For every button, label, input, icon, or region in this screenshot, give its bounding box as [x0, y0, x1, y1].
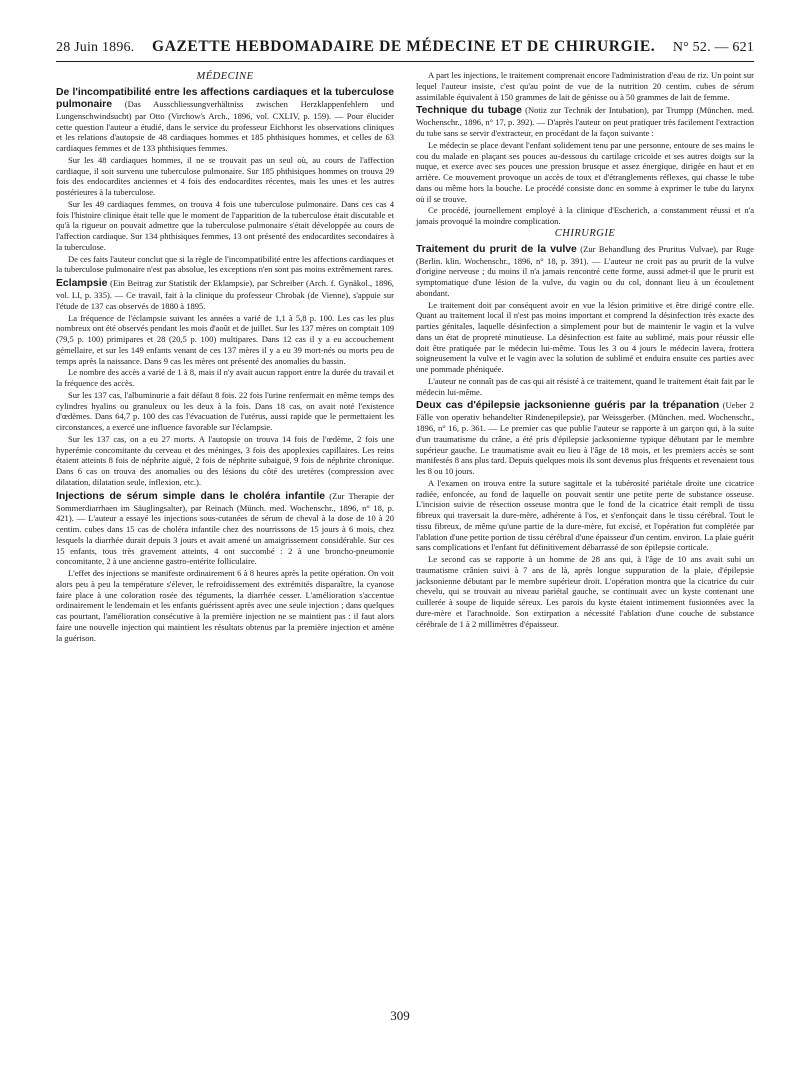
article-reference: (Ueber 2 Fälle von operativ behandelter Rindenepilepsie), par Weissgerber. (München. med. Wochenschr., 1896, n° 16, p. 361. — Le premier cas que publie l'auteur se rapporte à un garçon qui, à la suite d'un traumatisme du crâne, a été pris d'épilepsie jacksonienne typique débutant par le membre supérieur gauche. Le traumatisme avait eu lieu à l'âge de 18 mois, et les premiers accès se sont manifestés 8 ans plus tard. Depuis quelques mois ils sont devenus plus fréquents et revenaient tous les 8 ou 10 jours.: [416, 400, 755, 476]
article-title: Eclampsie: [56, 278, 108, 289]
paragraph: Le médecin se place devant l'enfant solidement tenu par une personne, entoure de ses mains le cou du malade en plaçant ses pouces au-dessous du cartilage cricoïde et ses autres doigts sur la nuque, et exerce avec ses pouces une pression brusque et assez énergique, dirigée en haut et en arrière. Ce mouvement provoque un accès de toux et d'étranglements réflexes, qui chasse le tube dans ou même hors la bouche. Le procédé consiste donc en somme à exprimer le tube du larynx où il se trouve.: [416, 139, 754, 204]
paragraph: La fréquence de l'éclampsie suivant les années a varié de 1,1 à 5,8 p. 100. Les cas les plus nombreux ont été observés pendant les mois d'août et de juillet. Sur les 137 mères on comptait 109 (79,5 p. 100) primipares et 28 (20,5 p. 100) multipares. Dans 12 cas il y a eu accouchement gémellaire, et sur les 149 enfants venant de ces 137 mères il y a eu 39 mort-nés ou morts peu de temps après la naissance. Dans 9 cas les mères ont présenté des anomalies du bassin.: [56, 312, 394, 366]
paragraph: Sur les 48 cardiaques hommes, il ne se trouvait pas un seul où, au cours de l'affection cardiaque, il soit survenu une tuberculose pulmonaire. Sur 185 phthisiques hommes on trouva 29 fois des endocardites anciennes et 4 fois des endocardites récentes, mais les unes et les autres postérieures à la tuberculose.: [56, 154, 394, 197]
paragraph: Sur les 137 cas, l'albuminurie a fait défaut 8 fois. 22 fois l'urine renfermait en même temps des cylindres hyalins ou granuleux ou les deux à la fois. Dans 18 cas, on avait noté l'existence d'œdèmes. Dans 64,7 p. 100 des cas l'évacuation de l'utérus, aussi rapide que le permettaient les circonstances, a exercé une influence favorable sur l'éclampsie.: [56, 389, 394, 432]
paragraph: A part les injections, le traitement comprenait encore l'administration d'eau de riz. Un point sur lequel l'auteur insiste, c'est qu'au point de vue de la nutrition 20 centim. cubes de sérum assimilable équivalent à 150 grammes de lait de génisse ou à 50 grammes de lait de femme.: [416, 70, 754, 102]
paragraph: Le nombre des accès a varié de 1 à 8, mais il n'y avait aucun rapport entre la durée du travail et la fréquence des accès.: [56, 367, 394, 388]
article-title: Technique du tubage: [416, 105, 522, 117]
article-reference: (Das Ausschliessungverhältniss zwischen Herzklappenfehlern und Lungenschwindsucht) par Otto (Virchow's Arch., 1896, vol. CXLIV, p. 159). — Pour élucider cette question l'auteur a étudié, dans le service du professeur Eichhorst les observations cliniques et les relations d'autopsie de 48 cardiaques hommes et 185 phthisiques hommes, et celles de 63 cardiaques femmes et de 133 phthisiques femmes.: [56, 98, 395, 153]
article-reference: (Ein Beitrag zur Statistik der Eklampsie), par Schreiber (Arch. f. Gynäkol., 1896, vol. LI, p. 335). — Ce travail, fait à la clinique du professeur Chrobak (de Vienne), s'appuie sur l'étude de 137 cas observés de 1880 à 1895.: [56, 278, 394, 311]
article-tubage: [416, 105, 754, 139]
article-eclampsie: [56, 278, 394, 312]
paragraph: A l'examen on trouva entre la suture sagittale et la tubérosité pariétale droite une cicatrice radiée, enfoncée, au fond de laquelle on pouvait sentir une petite perte de substance osseuse. L'incision suivie de résection osseuse montra que le fond de la cicatrice était rempli de tissu fibreux qui traversait la dure-mère, adhérente à l'os, et s'enfonçait dans le tissu cérébral. Tout le tissu fibreux, de même qu'une partie de la dure-mère, fut excisé, et l'opération fut complétée par l'ablation d'une petite portion de tissu cérébral d'une épaisseur d'un centim. environ. La plaie guérit sans complications et l'enfant fut définitivement débarrassé de son épilepsie corticale.: [416, 477, 754, 553]
left-column: [56, 70, 394, 644]
running-header: [56, 38, 754, 62]
right-column: [416, 70, 754, 644]
issue-date: 28 Juin 1896.: [56, 40, 135, 55]
issue-number: N° 52. — 621: [672, 40, 754, 55]
article-cardiac-tuberculosis: [56, 87, 394, 154]
page-number: 309: [390, 1008, 410, 1023]
article-prurit-vulve: [416, 244, 754, 299]
article-reference: (Zur Therapie der Sommerdiarrhaen im Säuglingsalter), par Reinach (Münch. med. Wochenschr., 1896, n° 18, p. 421). — L'auteur a essayé les injections sous-cutanées de sérum de cheval à la dose de 10 à 20 centim. cubes dans 15 cas de choléra infantile chez des nourrissons de 15 jours à 6 mois, chez lesquels la diarrhée durait depuis 3 jours et avait amené un amaigrissement considérable. Sur ces 15 enfants, tous très gravement atteints, 4 ont succombé : 2 à une broncho-pneumonie concomitante, 2 à une ancienne gastro-entérite folliculaire.: [56, 490, 394, 567]
paragraph: Ce procédé, journellement employé à la clinique d'Escherich, a constamment réussi et n'a jamais provoqué la moindre complication.: [416, 205, 754, 226]
article-title: Injections de sérum simple dans le choléra infantile: [56, 490, 326, 502]
paragraph: Sur les 137 cas, on a eu 27 morts. A l'autopsie on trouva 14 fois de l'œdème, 2 fois une hyperémie concomitante du cerveau et des méninges, 3 fois des apoplexies capillaires. Les reins étaient atteints 8 fois de néphrite aiguë, 2 fois de néphrite subaiguë, 9 fois de néphrite chronique. Dans 6 cas on trouva des anomalies ou des lésions du côté des uretères (compression avec dilatation, dilatation seule, inflexion, etc.).: [56, 433, 394, 487]
paragraph: Le traitement doit par conséquent avoir en vue la lésion primitive et être dirigé contre elle. Quant au traitement local il n'est pas moins important et comprend la désinfection très exacte des parties génitales, laquelle désinfection a simplement pour but de maintenir le vagin et la vulve dans un état de propreté minutieuse. La désinfection est faite au sublimé, mais pour réussir elle doit être pratiquée par le médecin lui-même. Tous les 3 ou 4 jours le médecin lavera, frottera soigneusement la vulve et le vagin avec la solution de sublimé et enduira ensuite ces parties avec une pommade phéniquée.: [416, 299, 754, 374]
text-columns: [56, 70, 754, 644]
article-title: Traitement du prurit de la vulve: [416, 243, 577, 255]
paragraph: Le second cas se rapporte à un homme de 28 ans qui, à l'âge de 10 ans avait subi un traumatisme crânien suivi à 7 ans de là, après longue suppuration de la plaie, d'épilepsie jacksonienne débutant par le membre supérieur droit. L'opération montra que la cicatrice du cuir chevelu, qui se trouvait au niveau pariétal gauche, se continuait avec un kyste contenant une cuillerée à soupe de liquide séreux. Les parois du kyste étaient intimement fusionnées avec la dure-mère et l'arachnoïde. Son extirpation a nécessité l'ablation d'une couche de substance cérébrale de 1 à 2 millimètres d'épaisseur.: [416, 554, 754, 629]
paragraph: De ces faits l'auteur conclut que si la règle de l'incompatibilité entre les affections cardiaques et la tuberculose pulmonaire n'est pas absolue, les exceptions n'en sont pas moins extrêmement rares.: [56, 253, 394, 275]
article-serum-cholera: [56, 491, 394, 568]
article-reference: (Notiz zur Technik der Intubation), par Trumpp (München. med. Wochenschr., 1896, n° 17, p. 392). — D'après l'auteur on peut pratiquer très facilement l'extraction du tube sans se servir d'extracteur, en procédant de la façon suivante :: [416, 105, 755, 138]
journal-title: GAZETTE HEBDOMADAIRE DE MÉDECINE ET DE CHIRURGIE.: [152, 38, 656, 55]
article-title: De l'incompatibilité entre les affections cardiaques et la tuberculose pulmonaire: [56, 86, 394, 110]
section-title-medecine: MÉDECINE: [196, 71, 254, 82]
article-epilepsie: [416, 400, 754, 477]
article-title: Deux cas d'épilepsie jacksonienne guéris par la trépanation: [416, 400, 720, 412]
paragraph: L'effet des injections se manifeste ordinairement 6 à 8 heures après la petite opération. On voit alors peu à peu la température s'élever, le refroidissement des extrémités disparaître, la cyanose faire place à une coloration rosée des téguments, la diarrhée cesser. L'amélioration s'accentue ordinairement le lendemain et les enfants guérissent après avec une seule injection ; dans quelques cas pourtant, l'amélioration consécutive à la première injection ne se maintient pas : il faut alors faire une nouvelle injection qui maintient les résultats obtenus par la première injection et amène la guérison.: [56, 568, 394, 643]
article-reference: (Zur Behandlung des Pruritus Vulvae), par Ruge (Berlin. klin. Wochenschr., 1896, n° 18, p. 391). — L'auteur ne croit pas au prurit de la vulve d'origine nerveuse ; du moins il n'a jamais rencontré cette forme, aussi admet-il que le prurit est symptomatique d'une lésion de la vulve, du vagin ou du col, donnant lieu à un écoulement abondant.: [416, 243, 754, 298]
section-title-chirurgie: CHIRURGIE: [554, 227, 616, 239]
paragraph: Sur les 49 cardiaques femmes, on trouva 4 fois une tuberculose pulmonaire. Dans ces cas 4 fois l'histoire clinique était telle que le moment de l'apparition de la tuberculose était discutable et qu'à la rigueur on pouvait admettre que la tuberculose pulmonaire s'était développée au cours de l'affection cardiaque. Sur 134 phthisiques femmes, 13 ont présenté des endocardites secondaires à la tuberculose.: [56, 198, 394, 252]
paragraph: L'auteur ne connaît pas de cas qui ait résisté à ce traitement, quand le traitement était fait par le médecin lui-même.: [416, 375, 754, 397]
